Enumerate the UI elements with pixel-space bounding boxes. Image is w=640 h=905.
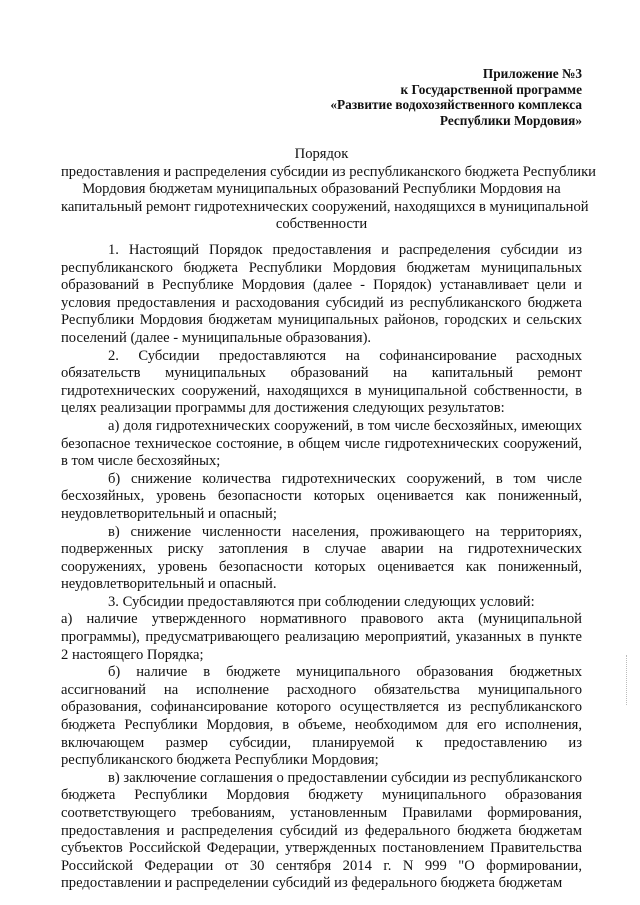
- appendix-program-ref: к Государственной программе: [400, 81, 582, 97]
- appendix-program-region: Республики Мордовия»: [439, 112, 582, 128]
- paragraph-3a: а) наличие утвержденного нормативного правового акта (муниципальной программы), предусматривающего реализацию мероприятий, указанных в пункте 2 настоящего Порядка;: [61, 611, 582, 663]
- title-line: Порядок: [294, 146, 349, 162]
- title-line: собственности: [275, 216, 368, 233]
- title-line: предоставления и распределения субсидии из республиканского бюджета Республики: [61, 163, 596, 180]
- paragraph-2: 2. Субсидии предоставляются на софинансирование расходных обязательств муниципальных образований на капитальный ремонт гидротехнических сооружений, находящихся в муниципальной собственности, в целях реализации программы для достижения следующих результатов:: [61, 347, 582, 417]
- document-body: [61, 242, 582, 893]
- appendix-header: [330, 66, 582, 128]
- paragraph-2a: а) доля гидротехнических сооружений, в том числе бесхозяйных, имеющих безопасное техническое состояние, в общем числе гидротехнических сооружений, в том числе бесхозяйных;: [61, 417, 582, 470]
- appendix-program-name: «Развитие водохозяйственного комплекса: [330, 97, 582, 113]
- paragraph-3b: б) наличие в бюджете муниципального образования бюджетных ассигнований на исполнение расходного обязательства муниципального образования, софинансирование которого осуществляется из республиканского бюджета Республики Мордовия, в объеме, необходимом для его исполнения, включающем размер субсидии, планируемой к предоставлению из республиканского бюджета Республики Мордовия;: [61, 664, 582, 769]
- title-line: капитальный ремонт гидротехнических сооружений, находящихся в муниципальной: [61, 198, 589, 215]
- paragraph-2c: в) снижение численности населения, проживающего на территориях, подверженных риску затопления в случае аварии на гидротехнических сооружениях, уровень безопасности которых оценивается как пониженный, неудовлетворительный и опасный.: [61, 523, 582, 593]
- paragraph-2b: б) снижение количества гидротехнических сооружений, в том числе бесхозяйных, уровень безопасности которых оценивается как пониженный, неудовлетворительный и опасный;: [61, 470, 582, 522]
- appendix-number: Приложение №3: [482, 66, 582, 81]
- title-line: Мордовия бюджетам муниципальных образований Республики Мордовия на: [82, 181, 561, 198]
- paragraph-3: 3. Субсидии предоставляются при соблюдении следующих условий:: [108, 593, 535, 610]
- scan-edge-mark: [626, 655, 628, 705]
- document-title: [61, 146, 596, 234]
- paragraph-1: 1. Настоящий Порядок предоставления и распределения субсидии из республиканского бюджета Республики Мордовия бюджетам муниципальных образований в Республике Мордовия (далее - Порядок) устанавливает цели и условия предоставления и расходования субсидий из республиканского бюджета Республики Мордовия бюджетам муниципальных районов, городских и сельских поселений (далее - муниципальные образования).: [61, 242, 582, 346]
- paragraph-3c: в) заключение соглашения о предоставлении субсидии из республиканского бюджета Республики Мордовия бюджету муниципального образования соответствующего требованиям, установленным Правилами формирования, предоставления и распределения субсидий из федерального бюджета бюджетам субъектов Российской Федерации, утвержденных постановлением Правительства Российской Федерации от 30 сентября 2014 г. N 999 "О формировании, предоставлении и распределении субсидий из федерального бюджета бюджетам: [61, 769, 582, 892]
